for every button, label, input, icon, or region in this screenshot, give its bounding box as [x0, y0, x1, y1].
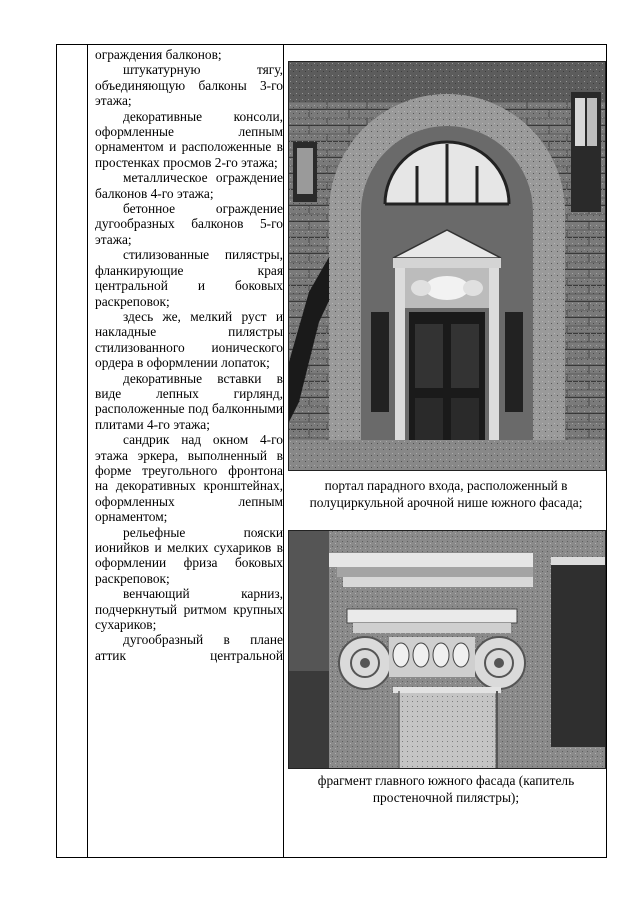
element-list-text — [95, 47, 283, 663]
list-item: дугообразный в плане аттик центральной — [95, 632, 283, 663]
document-table — [56, 44, 607, 858]
list-item: штукатурную тягу, объединяющую балконы 3-го этажа; — [95, 62, 283, 109]
list-item: рельефные пояски ионийков и мелких сухариков в оформлении фриза боковых раскреповок; — [95, 524, 283, 586]
list-item: декоративные консоли, оформленные лепным орнаментом и расположенные в простенках просмов 2-го этажа; — [95, 108, 283, 170]
portal-illustration — [289, 62, 605, 470]
column-divider-left — [87, 45, 88, 857]
list-item: венчающий карниз, подчеркнутый ритмом крупных сухариков; — [95, 586, 283, 633]
capital-photo — [288, 530, 606, 769]
list-item: здесь же, мелкий руст и накладные пилястры стилизованного ионического ордера в оформлении лопаток; — [95, 308, 283, 371]
list-item: ограждения балконов; — [95, 47, 222, 62]
list-item: декоративные вставки в виде лепных гирлянд, расположенные под балконными плитами 4-го этажа; — [95, 370, 283, 432]
portal-photo — [288, 61, 606, 471]
list-item: металлическое ограждение балконов 4-го этажа; — [95, 170, 283, 201]
column-divider-middle — [283, 45, 284, 857]
list-item: бетонное ограждение дугообразных балконов 5-го этажа; — [95, 201, 283, 247]
portal-photo-caption: портал парадного входа, расположенный в полуциркульной арочной нише южного фасада; — [309, 478, 583, 510]
list-item: стилизованные пилястры, фланкирующие края центральной и боковых раскреповок; — [95, 247, 283, 309]
capital-photo-caption: фрагмент главного южного фасада (капитель простеночной пилястры); — [317, 773, 575, 805]
capital-illustration — [289, 531, 605, 768]
list-item: сандрик над окном 4-го этажа эркера, выполненный в форме треугольного фронтона на декоративных кронштейнах, оформленных лепным орнаментом; — [95, 432, 283, 525]
